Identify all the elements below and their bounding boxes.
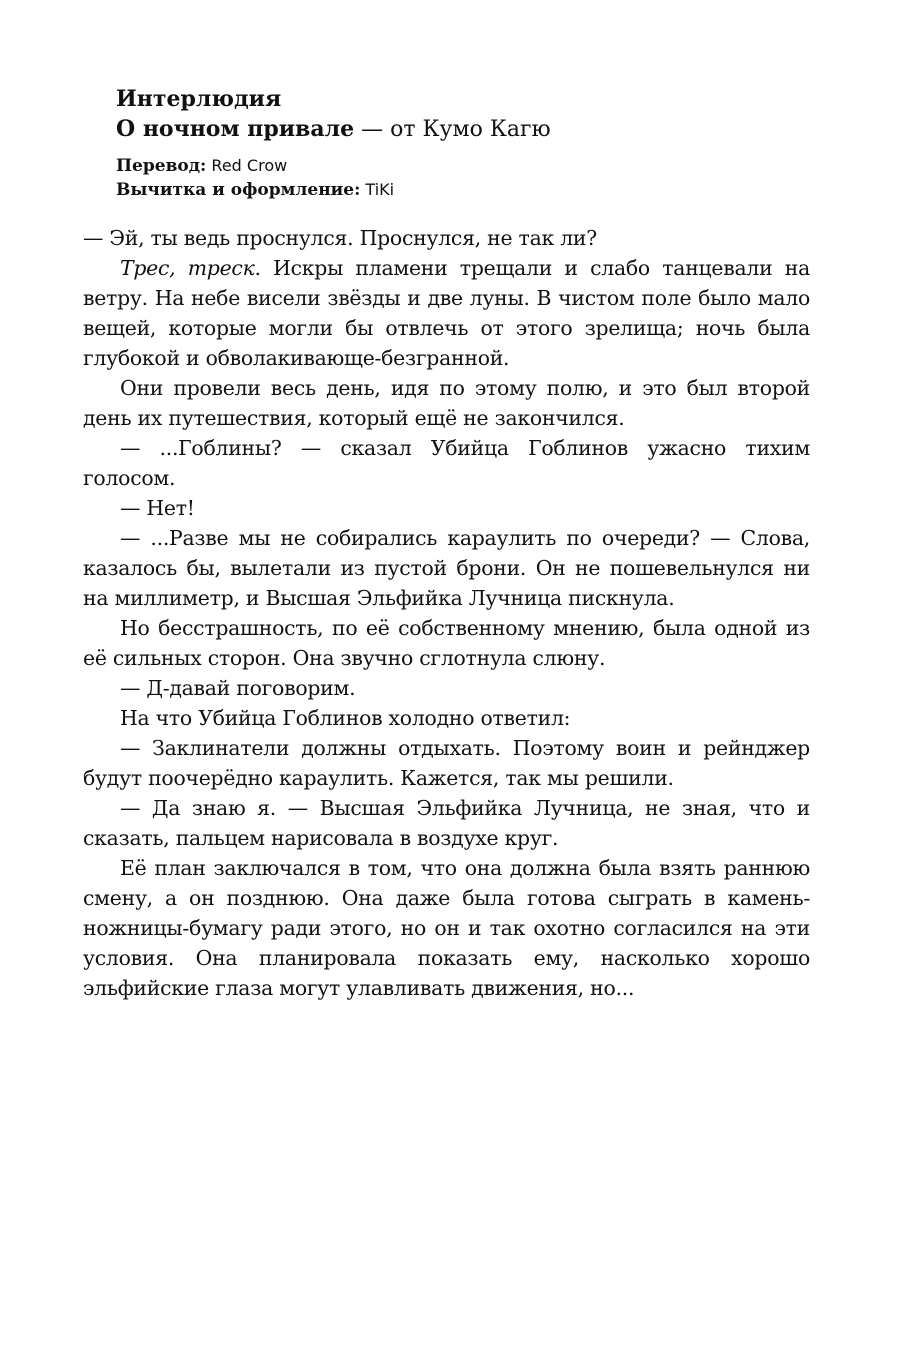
paragraph: — Д-давай поговорим. <box>120 676 356 700</box>
paragraph <box>83 253 810 373</box>
paragraph: Но бесстрашность, по её собственному мнению, была одной из её сильных сторон. Она звучно сглотнула слюну. <box>83 616 810 670</box>
paragraph: Её план заключался в том, что она должна была взять раннюю смену, а он позднюю. Она даже была готова сыграть в камень-ножницы-бумагу ради этого, но он и так охотно согласился на эти условия. Она планировала показать ему, насколько хорошо эльфийские глаза могут улавливать движения, но... <box>83 856 810 1000</box>
chapter-title-author: — от Кумо Кагю <box>354 117 551 142</box>
credits <box>116 154 816 202</box>
translation-credit <box>116 154 816 178</box>
editing-credit <box>116 178 816 202</box>
chapter-header <box>116 84 816 202</box>
paragraph: — ...Разве мы не собирались караулить по очереди? — Слова, казалось бы, вылетали из пустой брони. Он не пошевельнулся ни на миллиметр, и Высшая Эльфийка Лучница пискнула. <box>83 526 810 610</box>
paragraph-italic: Трес, треск <box>120 256 255 280</box>
paragraph: — ...Гоблины? — сказал Убийца Гоблинов ужасно тихим голосом. <box>83 436 810 490</box>
editing-value: TiKi <box>360 180 395 199</box>
section-title: Интерлюдия <box>116 86 282 112</box>
translation-label: Перевод: <box>116 156 207 176</box>
paragraph-text: . Искры пламени трещали и слабо танцевали на ветру. На небе висели звёзды и две луны. В чистом поле было мало вещей, которые могли бы отвлечь от этого зрелища; ночь была глубокой и обволакивающе-безгранной. <box>83 256 810 370</box>
paragraph: — Нет! <box>120 496 195 520</box>
translation-value: Red Crow <box>206 156 288 175</box>
paragraph: Они провели весь день, идя по этому полю, и это был второй день их путешествия, который ещё не закончился. <box>83 376 810 430</box>
paragraph: — Эй, ты ведь проснулся. Проснулся, не так ли? <box>83 226 597 250</box>
paragraph: На что Убийца Гоблинов холодно ответил: <box>120 706 571 730</box>
chapter-title-main: О ночном привале <box>116 116 355 142</box>
paragraph: — Да знаю я. — Высшая Эльфийка Лучница, не зная, что и сказать, пальцем нарисовала в воздухе круг. <box>83 796 810 850</box>
body-text <box>83 223 810 1003</box>
paragraph: — Заклинатели должны отдыхать. Поэтому воин и рейнджер будут поочерёдно караулить. Кажется, так мы решили. <box>83 736 810 790</box>
editing-label: Вычитка и оформление: <box>116 180 361 200</box>
chapter-title <box>116 114 816 145</box>
